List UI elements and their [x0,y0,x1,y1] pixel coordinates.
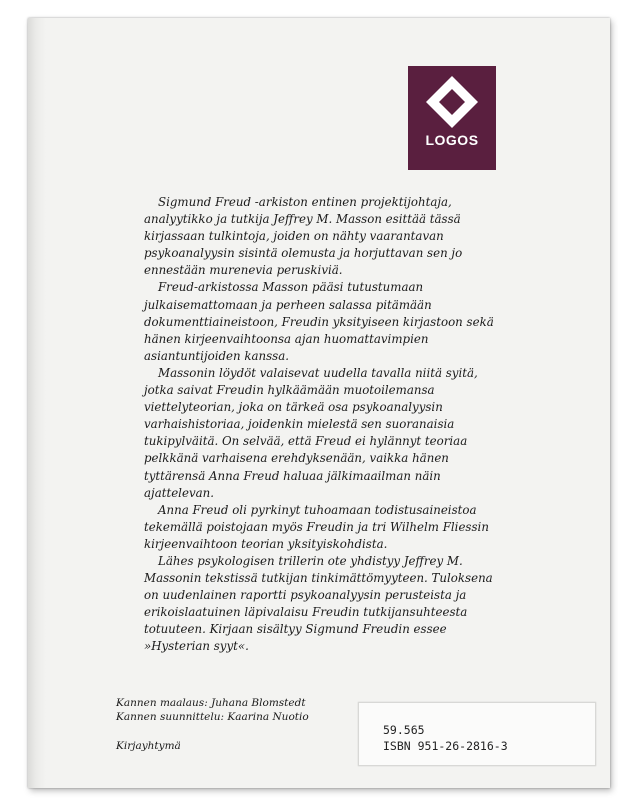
cover-hinge [28,18,46,788]
cover-design-credit: Kannen suunnittelu: Kaarina Nuotio [116,711,309,723]
catalog-number: 59.565 [383,723,425,737]
logos-logo [408,66,496,170]
blurb-paragraph: Sigmund Freud -arkiston entinen projektijohtaja, analyytikko ja tutkija Jeffrey M. Masson esittää tässä kirjassaan tulkintoja, joiden on nähty vaarantavan psykoanalyysin sisintä olemusta ja horjuttavan sen jo ennestään murenevia peruskiviä. [144,195,463,278]
blurb-paragraph: Anna Freud oli pyrkinyt tuhoamaan todistusaineistoa tekemällä poistojaan myös Freudin ja tri Wilhelm Fliessin kirjeenvaihtoon teorian yksityiskohdista. [144,502,489,551]
blurb-paragraph: Massonin löydöt valaisevat uudella tavalla niitä syitä, jotka saivat Freudin hylkäämään muotoilemansa viettelyteorian, joka on tärkeä osa psykoanalyysin varhaishistoriaa, joidenkin mielestä sen suoranaisia tukipylväitä. On selvää, että Freud ei hylännyt teoriaa pelkkänä varhaisena erehdyksenään, vaikka hänen tyttärensä Anna Freud haluaa jälkimaailman näin ajattelevan. [144,365,478,500]
book-back-cover [28,18,610,788]
library-sticker [358,702,596,766]
cover-painting-credit: Kannen maalaus: Juhana Blomstedt [116,697,306,709]
blurb-paragraph: Lähes psykologisen trillerin ote yhdistyy Jeffrey M. Massonin tekstissä tutkijan tinkimättömyyteen. Tuloksena on uudenlainen raportti psykoanalyysin perusteista ja erikoislaatuinen läpivalaisu Freudin tutkijansuhteesta totuuteen. Kirjaan sisältyy Sigmund Freudin essee »Hysterian syyt«. [144,553,493,654]
cover-credits [116,696,309,724]
blurb-text [144,194,504,656]
blurb-paragraph: Freud-arkistossa Masson pääsi tutustumaan julkaisemattomaan ja perheen salassa pitämään dokumenttiaineistoon, Freudin yksityiseen kirjastoon sekä hänen kirjeenvaihtoonsa ajan huomattavimpien asiantuntijoiden kanssa. [144,280,494,363]
logo-text: LOGOS [425,132,479,148]
diamond-in-square-icon [422,72,482,132]
isbn-label: ISBN 951-26-2816-3 [383,739,508,753]
publisher-name: Kirjayhtymä [116,740,181,752]
